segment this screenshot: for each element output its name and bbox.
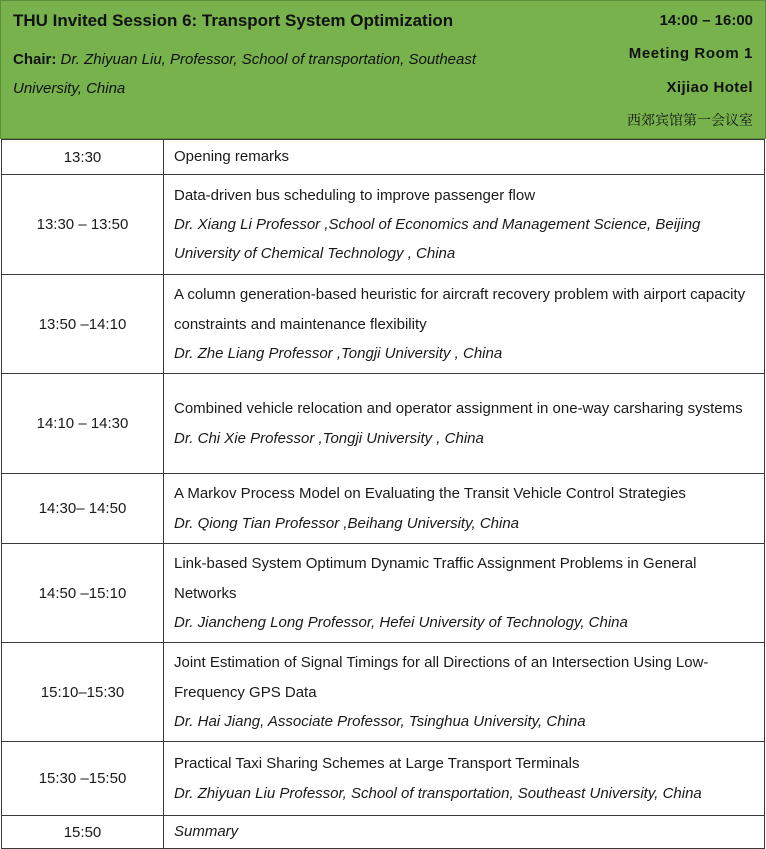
row-content: [164, 544, 765, 643]
row-content: [164, 474, 765, 544]
row-time: 13:30: [2, 140, 164, 175]
row-title: Combined vehicle relocation and operator assignment in one-way carsharing systems: [174, 400, 743, 418]
row-time: 13:30 – 13:50: [2, 175, 164, 275]
row-content: [164, 140, 765, 175]
row-speaker: Dr. Jiancheng Long Professor, Hefei University of Technology, China: [174, 614, 628, 631]
row-title: A column generation-based heuristic for aircraft recovery problem with airport capacity constraints and maintenance flexibility: [174, 286, 746, 333]
row-content: [164, 175, 765, 275]
row-time: 14:50 –15:10: [2, 544, 164, 643]
row-title: Practical Taxi Sharing Schemes at Large Transport Terminals: [174, 755, 580, 773]
row-content: [164, 275, 765, 374]
schedule-row: [2, 175, 765, 275]
row-time: 15:30 –15:50: [2, 742, 164, 816]
row-title: Summary: [174, 823, 239, 841]
row-title: Data-driven bus scheduling to improve passenger flow: [174, 186, 536, 204]
session-room-chinese: 西郊宾馆第一会议室: [627, 113, 753, 129]
schedule-row: [2, 816, 765, 849]
session-title: THU Invited Session 6: Transport System Optimization: [13, 11, 454, 30]
schedule-row: [2, 544, 765, 643]
row-speaker: Dr. Zhe Liang Professor ,Tongji University , China: [174, 345, 503, 362]
chair-name: Dr. Zhiyuan Liu, Professor, School of transportation, Southeast University, China: [13, 51, 477, 97]
session-time: 14:00 – 16:00: [659, 12, 753, 29]
row-time: 14:10 – 14:30: [2, 374, 164, 474]
row-speaker: Dr. Chi Xie Professor ,Tongji University , China: [174, 429, 484, 447]
row-speaker: Dr. Hai Jiang, Associate Professor, Tsinghua University, China: [174, 713, 586, 730]
row-speaker: Dr. Qiong Tian Professor ,Beihang University, China: [174, 514, 520, 532]
schedule-row: [2, 140, 765, 175]
session-room: Meeting Room 1: [628, 45, 753, 62]
schedule-row: [2, 742, 765, 816]
row-content: [164, 816, 765, 849]
row-content: [164, 643, 765, 742]
row-speaker: Dr. Zhiyuan Liu Professor, School of transportation, Southeast University, China: [174, 784, 702, 802]
row-speaker: Dr. Xiang Li Professor ,School of Economics and Management Science, Beijing University of Chemical Technology , China: [174, 216, 701, 263]
row-title: Joint Estimation of Signal Timings for all Directions of an Intersection Using Low-Frequency GPS Data: [174, 654, 709, 701]
row-title: Opening remarks: [174, 148, 290, 166]
schedule-row: [2, 643, 765, 742]
row-time: 15:50: [2, 816, 164, 849]
schedule-row: [2, 474, 765, 544]
row-content: [164, 742, 765, 816]
row-time: 15:10–15:30: [2, 643, 164, 742]
schedule-table: [1, 139, 765, 849]
row-title: Link-based System Optimum Dynamic Traffic Assignment Problems in General Networks: [174, 555, 697, 602]
session-chair: [13, 45, 533, 103]
row-content: [164, 374, 765, 474]
row-time: 14:30– 14:50: [2, 474, 164, 544]
chair-label: Chair:: [13, 51, 57, 68]
session-header: [0, 0, 766, 139]
row-time: 13:50 –14:10: [2, 275, 164, 374]
row-title: A Markov Process Model on Evaluating the Transit Vehicle Control Strategies: [174, 485, 686, 503]
schedule-row: [2, 374, 765, 474]
schedule-row: [2, 275, 765, 374]
session-hotel: Xijiao Hotel: [666, 79, 753, 96]
